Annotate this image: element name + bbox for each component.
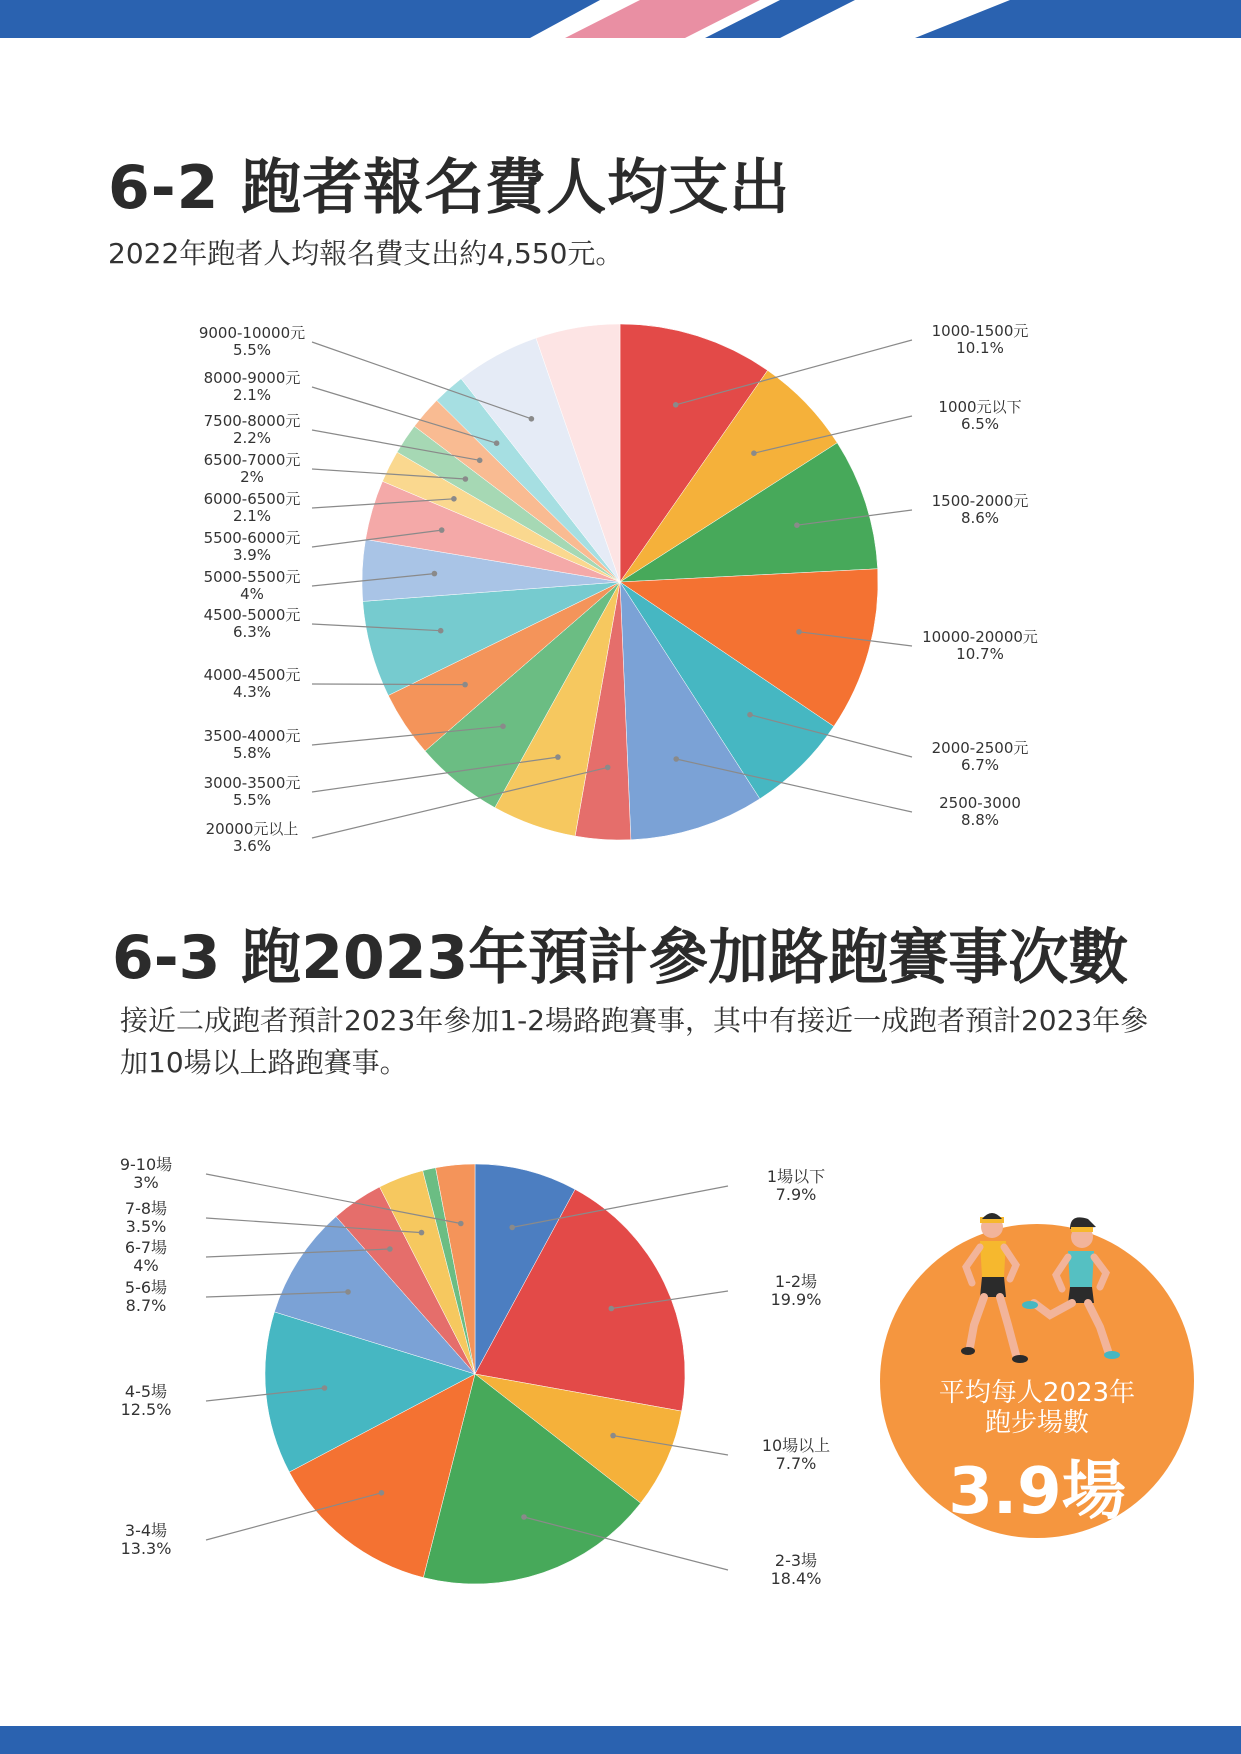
leader-dot [463,476,469,482]
slice-percent-label: 4.3% [232,683,272,701]
leader-dot [673,756,679,762]
leader-dot [794,522,800,528]
slice-percent-label: 2.1% [232,507,272,525]
slice-label: 4-5場 [124,1382,168,1401]
slice-percent-label: 4% [133,1256,159,1275]
slice-label: 8000-9000元 [203,369,301,387]
leader-dot [494,440,500,446]
slice-percent-label: 6.7% [960,756,1000,774]
leader-dot [610,1433,616,1439]
average-races-label-line1: 平均每人2023年 [938,1378,1136,1408]
section-6-2-title: 6-2 跑者報名費人均支出 [108,153,791,223]
slice-percent-label: 18.4% [770,1569,822,1588]
leader-dot [387,1246,393,1252]
leader-dot [379,1490,385,1496]
slice-percent-label: 3.6% [232,837,272,855]
average-races-label [880,1378,1194,1438]
slice-percent-label: 2.2% [232,429,272,447]
slice-percent-label: 10.7% [956,645,1004,663]
section-6-2-subtitle: 2022年跑者人均報名費支出約4,550元。 [108,237,624,270]
slice-label: 2-3場 [774,1551,818,1570]
slice-label: 5000-5500元 [203,568,301,586]
top-bar-left-block [0,0,600,38]
slice-percent-label: 5.8% [232,744,272,762]
section-6-3-title: 6-3 跑2023年預計參加路跑賽事次數 [112,923,1129,993]
slice-label: 7-8場 [124,1199,168,1218]
leader-dot [432,571,438,577]
average-races-label-line2: 跑步場數 [984,1408,1089,1438]
leader-dot [605,765,611,771]
slice-percent-label: 5.5% [232,341,272,359]
slice-label: 5-6場 [124,1278,168,1297]
leader-dot [555,754,561,760]
slice-percent-label: 2% [240,468,264,486]
top-bar-right-block [915,0,1241,38]
registration-fee-pie-chart [0,300,1241,860]
slice-label: 6-7場 [124,1238,168,1257]
leader-dot [458,1221,464,1227]
slice-percent-label: 2.1% [232,386,272,404]
leader-dot [438,628,444,634]
slice-label: 1000元以下 [938,398,1022,416]
leader-dot [322,1385,328,1391]
slice-percent-label: 3% [133,1173,159,1192]
leader-dot [500,724,506,730]
slice-percent-label: 19.9% [770,1290,822,1309]
slice-percent-label: 3.5% [125,1217,167,1236]
slice-label: 6500-7000元 [203,451,301,469]
race-count-pie-chart [0,1140,880,1600]
slice-label: 7500-8000元 [203,412,301,430]
leader-dot [529,416,535,422]
slice-label: 2000-2500元 [931,739,1029,757]
slice-label: 3500-4000元 [203,727,301,745]
slice-percent-label: 5.5% [232,791,272,809]
average-races-value: 3.9場 [948,1455,1126,1529]
leader-dot [451,496,457,502]
slice-label: 10場以上 [761,1436,831,1455]
slice-percent-label: 7.9% [775,1185,817,1204]
leader-dot [751,450,757,456]
slice-label: 9000-10000元 [198,324,306,342]
slice-percent-label: 7.7% [775,1454,817,1473]
leader-dot [747,712,753,718]
section-6-3-subtitle: 接近二成跑者預計2023年參加1-2場路跑賽事，其中有接近一成跑者預計2023年參加10場以上路跑賽事。 [120,1004,1149,1079]
leader-dot [439,527,445,533]
slice-percent-label: 12.5% [120,1400,172,1419]
slice-percent-label: 3.9% [232,546,272,564]
slice-percent-label: 8.6% [960,509,1000,527]
bottom-decorative-bar [0,1726,1241,1754]
leader-line [312,684,465,685]
slice-percent-label: 6.5% [960,415,1000,433]
slice-label: 9-10場 [119,1155,173,1174]
leader-dot [796,629,802,635]
slice-label: 6000-6500元 [203,490,301,508]
slice-label: 1-2場 [774,1272,818,1291]
slice-percent-label: 10.1% [956,339,1004,357]
slice-percent-label: 4% [240,585,264,603]
slice-label: 1場以下 [766,1167,826,1186]
slice-label: 1000-1500元 [931,322,1029,340]
leader-dot [509,1225,515,1231]
leader-dot [477,458,483,464]
slice-percent-label: 8.7% [125,1296,167,1315]
leader-dot [521,1514,527,1520]
slice-percent-label: 6.3% [232,623,272,641]
leader-dot [419,1230,425,1236]
leader-dot [609,1306,615,1312]
top-decorative-bar [0,0,1241,40]
slice-label: 20000元以上 [205,820,299,838]
leader-dot [462,682,468,688]
runners-illustration [930,1205,1130,1380]
leader-dot [345,1289,351,1295]
slice-label: 4000-4500元 [203,666,301,684]
slice-percent-label: 8.8% [960,811,1000,829]
slice-label: 2500-3000 [939,794,1021,812]
slice-label: 3-4場 [124,1521,168,1540]
slice-label: 1500-2000元 [931,492,1029,510]
slice-label: 4500-5000元 [203,606,301,624]
slice-label: 5500-6000元 [203,529,301,547]
slice-label: 10000-20000元 [922,628,1038,646]
slice-label: 3000-3500元 [203,774,301,792]
leader-dot [673,402,679,408]
slice-percent-label: 13.3% [120,1539,172,1558]
